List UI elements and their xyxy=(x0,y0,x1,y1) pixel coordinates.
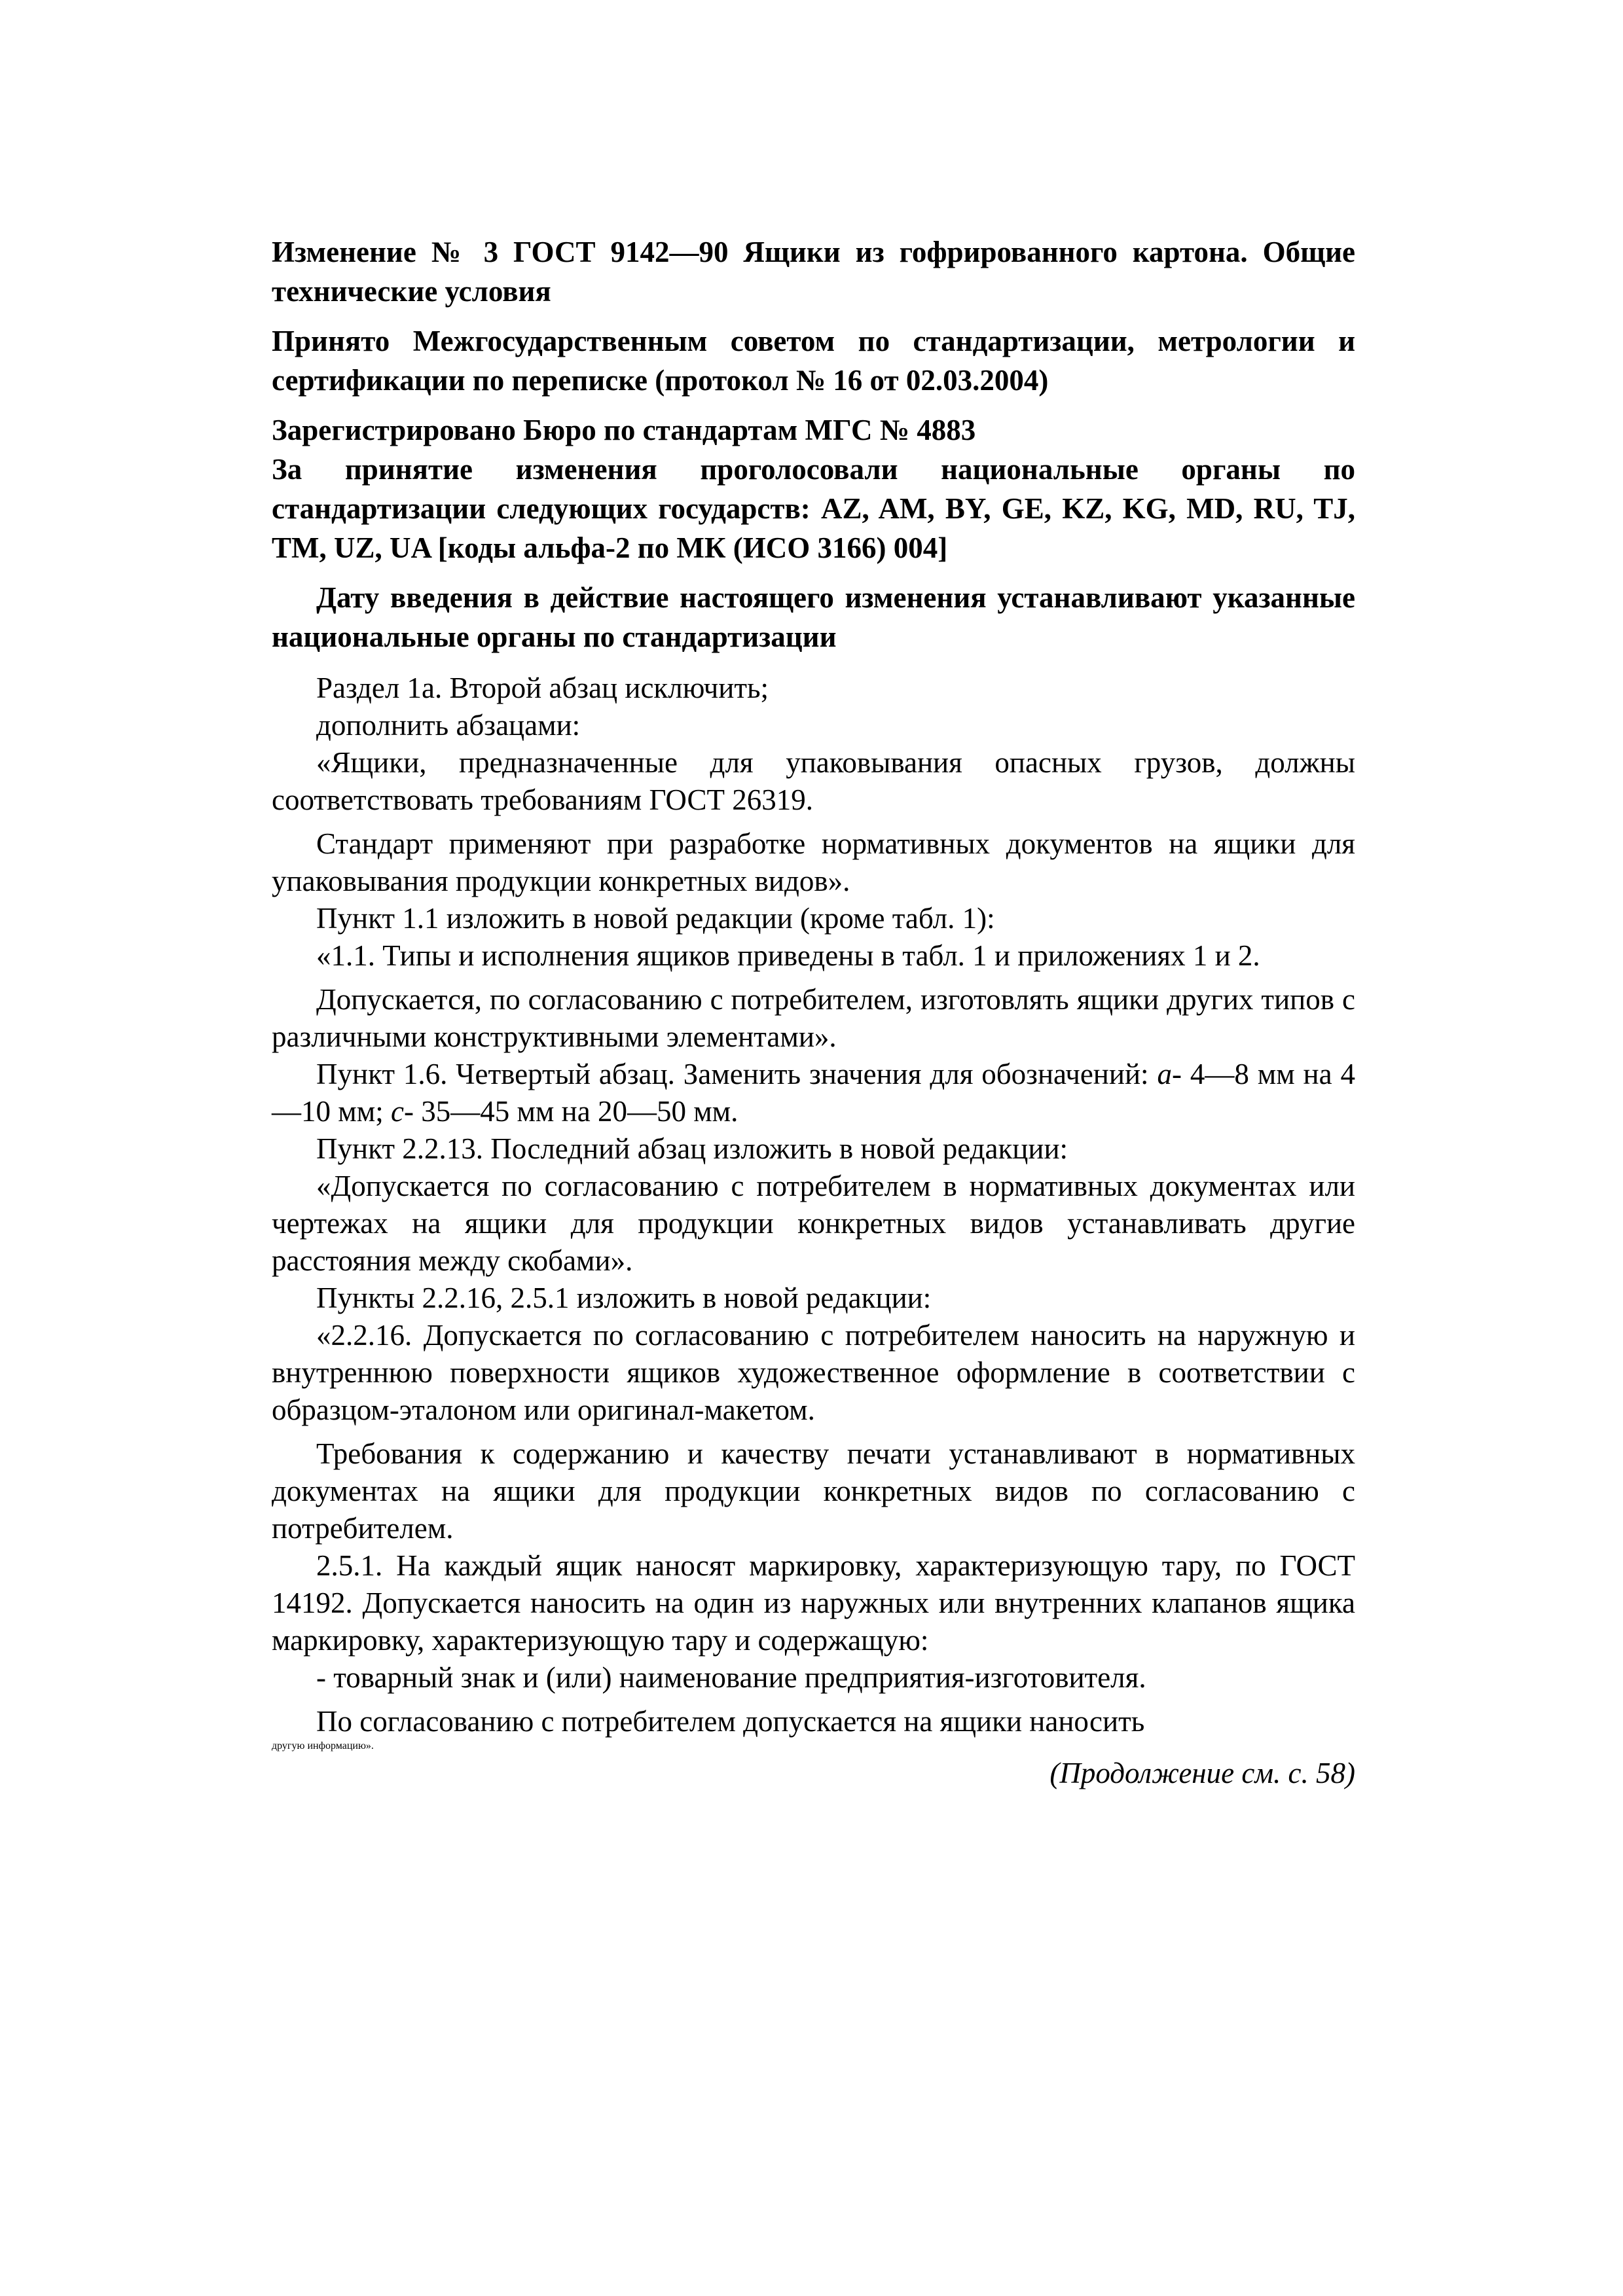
paragraph: Допускается, по согласованию с потребителем, изготовлять ящики других типов с различными конструктивными элементами». xyxy=(272,983,1355,1053)
final-row xyxy=(272,1740,1355,1792)
title-block xyxy=(272,232,1355,311)
paragraph: дополнить абзацами: xyxy=(316,709,581,742)
effective-date-statement: Дату введения в действие настоящего изменения устанавливают указанные национальные органы по стандартизации xyxy=(272,581,1355,653)
document-page xyxy=(272,232,1355,1792)
paragraph: Стандарт применяют при разработке нормативных документов на ящики для упаковывания продукции конкретных видов». xyxy=(272,827,1355,897)
paragraph: «Допускается по согласованию с потребителем в нормативных документах или чертежах на ящики для продукции конкретных видов устанавливать другие расстояния между скобами». xyxy=(272,1170,1355,1277)
registration-statement: Зарегистрировано Бюро по стандартам МГС № 4883 xyxy=(272,414,976,446)
paragraph: Требования к содержанию и качеству печати устанавливают в нормативных документах на ящики для продукции конкретных видов по согласованию с потребителем. xyxy=(272,1437,1355,1545)
adoption-block xyxy=(272,321,1355,400)
text-fragment: Пункт 1.6. Четвертый абзац. Заменить значения для обозначений: xyxy=(316,1058,1158,1090)
paragraph: Пункт 2.2.13. Последний абзац изложить в новой редакции: xyxy=(316,1132,1068,1165)
paragraph: «Ящики, предназначенные для упаковывания опасных грузов, должны соответствовать требованиям ГОСТ 26319. xyxy=(272,746,1355,816)
amendment-body xyxy=(272,670,1355,1792)
voting-statement: За принятие изменения проголосовали национальные органы по стандартизации следующих государств: AZ, AM, BY, GE, KZ, KG, MD, RU, TJ, TM, UZ, UA [коды альфа-2 по МК (ИСО 3166) 004] xyxy=(272,453,1355,564)
text-fragment: - 4—8 мм на 4—10 мм; xyxy=(272,1058,1355,1128)
continuation-note: (Продолжение см. с. 58) xyxy=(1049,1757,1355,1789)
paragraph: «1.1. Типы и исполнения ящиков приведены в табл. 1 и приложениях 1 и 2. xyxy=(316,939,1260,972)
paragraph: «2.2.16. Допускается по согласованию с потребителем наносить на наружную и внутреннюю поверхности ящиков художественное оформление в соответствии с образцом-эталоном или оригинал-макетом. xyxy=(272,1319,1355,1426)
symbol-a: а xyxy=(1157,1058,1172,1090)
symbol-c: с xyxy=(390,1095,404,1128)
paragraph: По согласованию с потребителем допускается на ящики наносить xyxy=(316,1705,1145,1738)
voting-block xyxy=(272,450,1355,567)
paragraph-ending: другую информацию». xyxy=(272,1740,374,1751)
text-fragment: - 35—45 мм на 20—50 мм. xyxy=(403,1095,739,1128)
paragraph: Пункт 1.1 изложить в новой редакции (кроме табл. 1): xyxy=(316,902,995,935)
effective-date-block xyxy=(272,578,1355,656)
paragraph: 2.5.1. На каждый ящик наносят маркировку, характеризующую тару, по ГОСТ 14192. Допускается наносить на один из наружных или внутренних клапанов ящика маркировку, характеризующую тару и содержащую: xyxy=(272,1549,1355,1657)
amendment-header xyxy=(272,232,1355,656)
document-title: Изменение № 3 ГОСТ 9142—90 Ящики из гофрированного картона. Общие технические условия xyxy=(272,236,1355,308)
paragraph: Раздел 1а. Второй абзац исключить; xyxy=(316,672,769,704)
paragraph xyxy=(272,1056,1355,1130)
registration-block xyxy=(272,410,1355,450)
paragraph: - товарный знак и (или) наименование предприятия-изготовителя. xyxy=(316,1661,1146,1694)
paragraph: Пункты 2.2.16, 2.5.1 изложить в новой редакции: xyxy=(316,1282,932,1314)
adoption-statement: Принято Межгосударственным советом по стандартизации, метрологии и сертификации по переписке (протокол № 16 от 02.03.2004) xyxy=(272,325,1355,397)
